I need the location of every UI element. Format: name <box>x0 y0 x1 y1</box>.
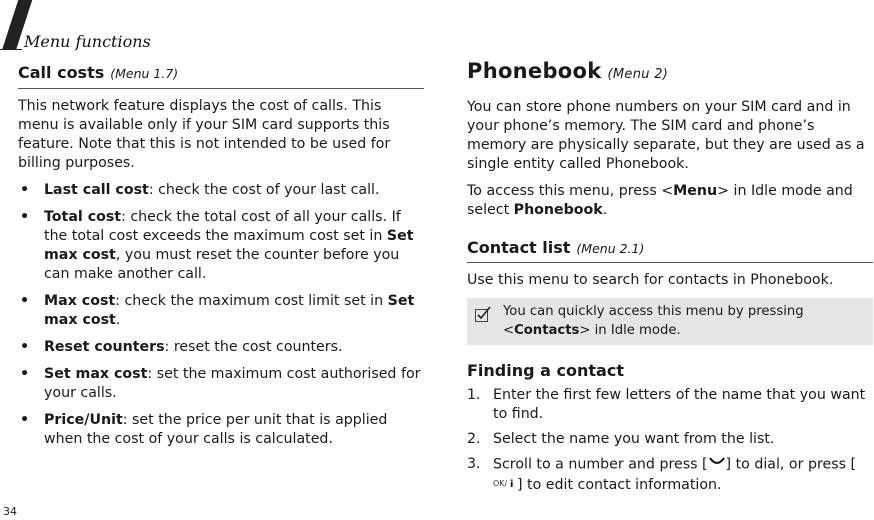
dial-key-icon <box>708 455 726 474</box>
term: Last call cost <box>44 182 149 198</box>
section-heading-contact-list <box>467 238 873 263</box>
step-text: ] to edit contact information. <box>517 476 722 493</box>
term: Max cost <box>44 293 116 309</box>
bullet-icon: • <box>20 339 30 355</box>
term: Set max cost <box>44 366 148 382</box>
step-text: Scroll to a number and press [ <box>493 456 708 473</box>
step-number: 2. <box>467 431 481 447</box>
intro-paragraph: This network feature displays the cost of calls. This menu is available only if your SIM card supports this feature. Note that this is not intended to be used for billing purposes. <box>18 98 391 171</box>
running-header: Menu functions <box>24 32 151 51</box>
bullet-icon: • <box>20 412 30 428</box>
header-rule <box>0 49 22 50</box>
desc: : check the maximum cost limit set in <box>115 293 388 309</box>
bullet-icon: • <box>20 293 30 309</box>
desc: : check the total cost of all your calls. If the total cost exceeds the maximum cost set in <box>44 209 401 244</box>
bullet-icon: • <box>20 366 30 382</box>
heading-text: Contact list <box>467 238 571 257</box>
list-item <box>18 338 424 357</box>
text: > in Idle mode. <box>579 323 681 338</box>
desc: : check the cost of your last call. <box>148 182 380 198</box>
list-item <box>18 365 424 403</box>
menu-key-label: Menu <box>673 183 718 199</box>
contact-intro: Use this menu to search for contacts in Phonebook. <box>467 272 834 288</box>
desc: , you must reset the counter before you can make another call. <box>44 247 400 282</box>
desc: : reset the cost counters. <box>164 339 343 355</box>
text: You can quickly access this menu by pressing < <box>503 304 804 338</box>
text: . <box>602 202 608 218</box>
contacts-key-label: Contacts <box>514 323 580 338</box>
bullet-list <box>18 181 424 449</box>
tip-note <box>467 298 873 345</box>
steps-list <box>467 386 873 495</box>
list-item <box>18 181 424 200</box>
bullet-icon: • <box>20 182 30 198</box>
access-paragraph <box>467 182 873 220</box>
section-heading-finding-contact: Finding a contact <box>467 361 624 380</box>
menu-ref: (Menu 2) <box>607 67 669 82</box>
ok-key-icon <box>493 475 517 495</box>
list-item <box>467 455 873 495</box>
desc: : set the price per unit that is applied when the cost of your calls is calculated. <box>44 412 388 447</box>
step-text: Enter the first few letters of the name that you want to find. <box>493 387 866 422</box>
phonebook-label: Phonebook <box>513 202 603 218</box>
term: Price/Unit <box>44 412 123 428</box>
checkmark-note-icon <box>475 302 503 340</box>
list-item <box>18 411 424 449</box>
term: Total cost <box>44 209 122 225</box>
menu-ref: (Menu 2.1) <box>576 241 645 256</box>
term: Set max cost <box>44 293 415 328</box>
term: Reset counters <box>44 339 165 355</box>
term: Set max cost <box>44 228 414 263</box>
text: > in Idle mode and select <box>467 183 853 218</box>
list-item <box>467 386 873 424</box>
list-item <box>18 208 424 284</box>
step-number: 1. <box>467 387 481 403</box>
note-text <box>503 302 867 340</box>
step-text: ] to dial, or press [ <box>725 456 857 473</box>
text: To access this menu, press < <box>467 183 674 199</box>
desc: . <box>115 312 121 328</box>
section-heading-call-costs <box>18 63 424 89</box>
list-item <box>18 292 424 330</box>
step-number: 3. <box>467 456 481 472</box>
heading-text: Phonebook <box>467 59 602 83</box>
desc: : set the maximum cost authorised for your calls. <box>44 366 421 401</box>
list-item <box>467 430 873 449</box>
heading-text: Call costs <box>18 63 105 82</box>
menu-ref: (Menu 1.7) <box>110 66 179 81</box>
left-column <box>18 63 424 457</box>
right-column <box>467 59 873 501</box>
svg-text:OK/: OK/ <box>493 478 508 488</box>
bullet-icon: • <box>20 209 30 225</box>
svg-text:i: i <box>510 478 514 489</box>
section-heading-phonebook <box>467 59 873 84</box>
page-number: 34 <box>3 505 17 518</box>
step-text: Select the name you want from the list. <box>493 431 775 447</box>
intro-paragraph: You can store phone numbers on your SIM card and in your phone’s memory. The SIM card and phone’s memory are physically separate, but they are used as a single entity called Phonebook. <box>467 99 865 172</box>
